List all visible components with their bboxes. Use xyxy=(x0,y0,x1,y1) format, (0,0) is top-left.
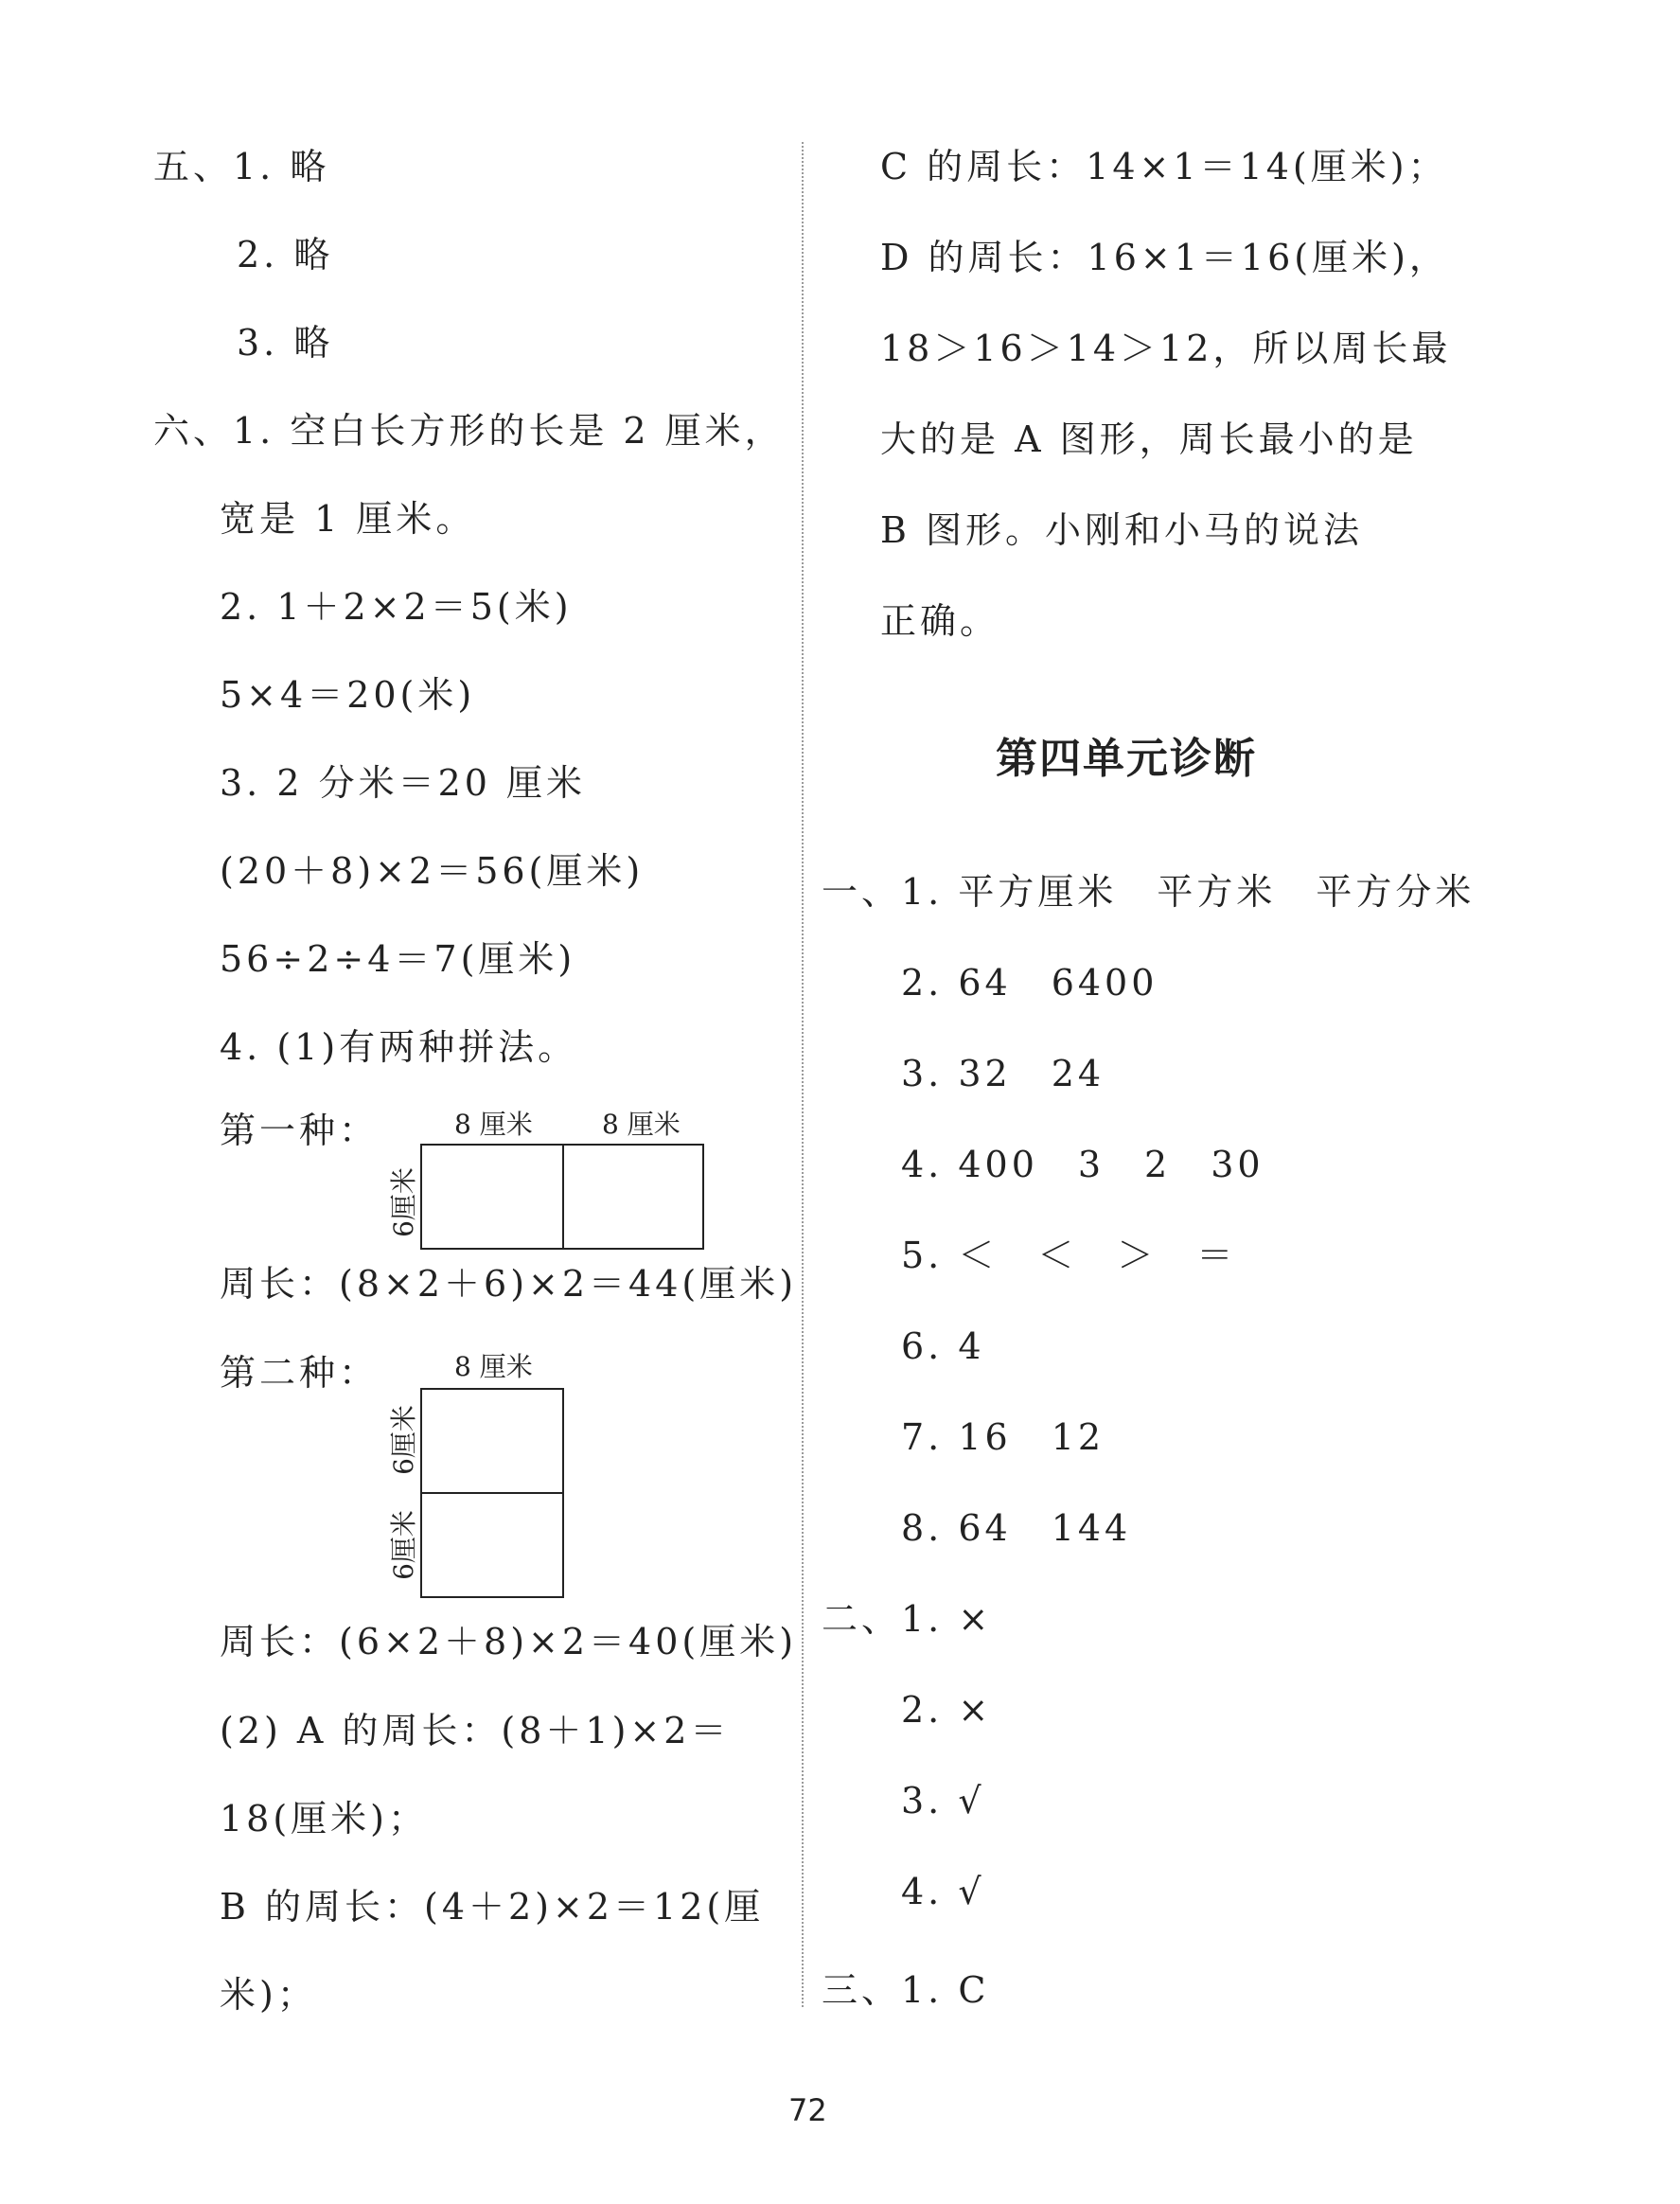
unit4-answer-1-7: 7. 16 12 xyxy=(901,1416,1105,1458)
right-line-6: 正确。 xyxy=(880,600,1000,642)
unit4-answer-2-3: 3. √ xyxy=(901,1780,985,1822)
second-arrangement-perimeter: 周长：(6×2＋8)×2＝40(厘米) xyxy=(220,1621,798,1662)
diagram1-rect-right xyxy=(562,1144,704,1250)
column-divider xyxy=(802,142,804,2007)
diagram1-top-label-2: 8 厘米 xyxy=(602,1109,681,1140)
answer-5-3: 3. 略 xyxy=(237,322,334,364)
answer-6-2-line2: 5×4＝20(米) xyxy=(220,674,476,716)
unit4-answer-1-1: 一、1. 平方厘米 平方米 平方分米 xyxy=(822,871,1476,913)
diagram2-rect-top xyxy=(420,1388,564,1494)
answer-6-4-2-line4: 米)； xyxy=(220,1974,317,2016)
answer-6-2-line1: 2. 1＋2×2＝5(米) xyxy=(220,586,573,628)
answer-6-1-line2: 宽是 1 厘米。 xyxy=(220,498,476,540)
answer-6-4-2-line1: (2) A 的周长：(8＋1)×2＝ xyxy=(220,1710,731,1751)
second-arrangement-label: 第二种： xyxy=(220,1352,380,1394)
answer-6-4-line1: 4. (1)有两种拼法。 xyxy=(220,1026,578,1068)
unit4-answer-2-1: 二、1. × xyxy=(822,1598,993,1640)
answer-6-4-2-line3: B 的周长：(4＋2)×2＝12(厘 xyxy=(220,1886,765,1928)
unit4-answer-1-6: 6. 4 xyxy=(901,1325,985,1367)
answer-6-3-line3: 56÷2÷4＝7(厘米) xyxy=(220,938,576,980)
right-line-4: 大的是 A 图形，周长最小的是 xyxy=(880,418,1418,460)
diagram2-top-label: 8 厘米 xyxy=(454,1351,533,1382)
unit4-answer-2-4: 4. √ xyxy=(901,1871,985,1912)
right-line-d: D 的周长：16×1＝16(厘米)， xyxy=(880,237,1449,278)
diagram2-side-label-1: 6厘米 xyxy=(388,1405,419,1475)
answer-6-3-line1: 3. 2 分米＝20 厘米 xyxy=(220,762,587,804)
answer-6-4-2-line2: 18(厘米)； xyxy=(220,1798,429,1840)
unit4-answer-3-1: 三、1. C xyxy=(822,1969,990,2011)
unit4-answer-1-5: 5. ＜ ＜ ＞ ＝ xyxy=(901,1235,1237,1276)
right-line-5: B 图形。小刚和小马的说法 xyxy=(880,509,1364,551)
first-arrangement-perimeter: 周长：(8×2＋6)×2＝44(厘米) xyxy=(220,1263,798,1305)
right-line-c: C 的周长：14×1＝14(厘米)； xyxy=(880,146,1448,187)
first-arrangement-label: 第一种： xyxy=(220,1110,380,1151)
diagram1-top-label-1: 8 厘米 xyxy=(454,1109,533,1140)
diagram1-side-label: 6厘米 xyxy=(388,1167,419,1237)
unit4-answer-1-3: 3. 32 24 xyxy=(901,1053,1105,1094)
diagram2-side-label-2: 6厘米 xyxy=(388,1510,419,1580)
unit4-answer-2-2: 2. × xyxy=(901,1689,993,1731)
right-line-compare: 18＞16＞14＞12，所以周长最 xyxy=(880,328,1452,369)
diagram1-rect-left xyxy=(420,1144,564,1250)
page-number: 72 xyxy=(788,2092,827,2128)
answer-5-1: 五、1. 略 xyxy=(153,146,330,187)
unit4-answer-1-8: 8. 64 144 xyxy=(901,1507,1132,1549)
answer-6-1-line1: 六、1. 空白长方形的长是 2 厘米， xyxy=(153,410,785,452)
answer-6-3-line2: (20＋8)×2＝56(厘米) xyxy=(220,850,645,892)
unit4-answer-1-4: 4. 400 3 2 30 xyxy=(901,1144,1264,1185)
answer-5-2: 2. 略 xyxy=(237,234,334,276)
section-heading: 第四单元诊断 xyxy=(996,735,1257,783)
unit4-answer-1-2: 2. 64 6400 xyxy=(901,962,1158,1004)
diagram2-rect-bottom xyxy=(420,1492,564,1598)
